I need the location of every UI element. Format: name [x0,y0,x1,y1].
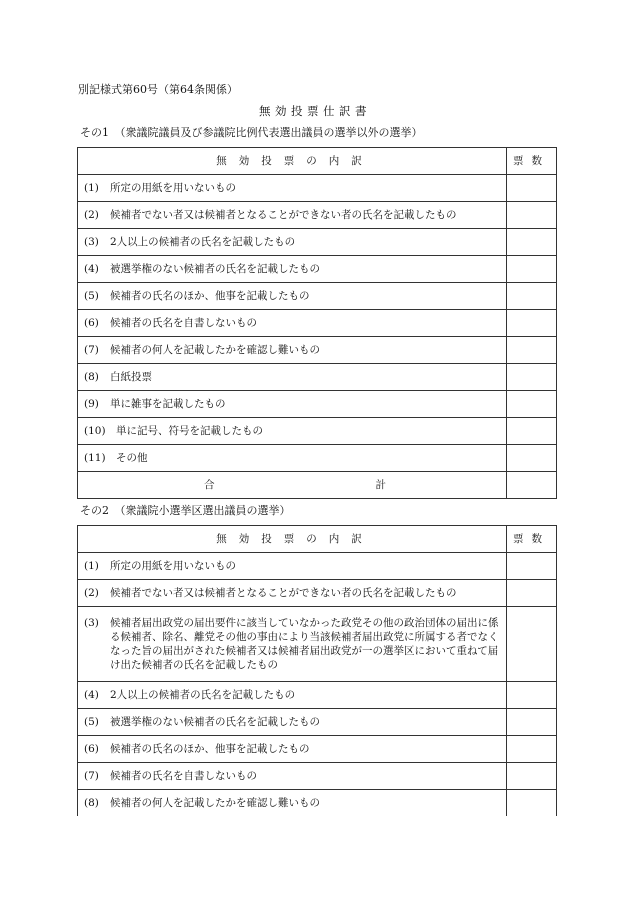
total-count-cell[interactable] [507,472,557,499]
table-row [78,229,557,256]
row-text: 候補者の何人を記載したかを確認し難いもの [110,344,320,356]
table-row [78,790,557,817]
header-count: 票数 [513,155,550,167]
row-number: (7) [84,344,99,356]
row-number: (3) [84,236,99,248]
row-number: (10) [84,425,106,437]
document-title: 無効投票仕訳書 [259,104,371,118]
row-number: (11) [84,452,106,464]
count-cell[interactable] [507,391,557,418]
table-row [78,175,557,202]
row-text: 単に雑事を記載したもの [110,398,226,410]
count-cell[interactable] [507,709,557,736]
row-number: (7) [84,770,99,782]
row-number: (2) [84,209,99,221]
count-cell[interactable] [507,790,557,817]
table-row [78,256,557,283]
count-cell[interactable] [507,607,557,682]
table-row [78,736,557,763]
count-cell[interactable] [507,202,557,229]
header-count: 票数 [513,533,550,545]
section1-title: その1 （衆議院議員及び参議院比例代表選出議員の選挙以外の選挙） [80,126,423,139]
row-number: (6) [84,743,99,755]
row-number: (5) [84,290,99,302]
row-number: (4) [84,689,99,701]
total-row [78,472,557,499]
table-row [78,682,557,709]
count-cell[interactable] [507,364,557,391]
row-number: (8) [84,797,99,809]
row-text: 候補者の何人を記載したかを確認し難いもの [110,797,320,809]
table-header-row [78,526,557,553]
row-text: 被選挙権のない候補者の氏名を記載したもの [110,263,320,275]
count-cell[interactable] [507,553,557,580]
table-row [78,445,557,472]
table-row [78,580,557,607]
total-label-right: 計 [375,479,386,491]
header-content: 無効投票の内訳 [216,155,374,167]
table-row [78,418,557,445]
row-number: (8) [84,371,99,383]
row-text: 2人以上の候補者の氏名を記載したもの [110,236,296,248]
table-row [78,607,557,682]
row-number: (5) [84,716,99,728]
row-text: 候補者でない者又は候補者となることができない者の氏名を記載したもの [110,209,457,221]
total-label-left: 合 [204,479,215,491]
section2-title: その2 （衆議院小選挙区選出議員の選挙） [80,504,291,517]
count-cell[interactable] [507,418,557,445]
table-row [78,283,557,310]
row-number: (1) [84,182,99,194]
row-text: 所定の用紙を用いないもの [110,560,236,572]
row-text: 候補者の氏名を自書しないもの [110,317,257,329]
row-text: 候補者でない者又は候補者となることができない者の氏名を記載したもの [110,587,457,599]
row-text: 候補者の氏名のほか、他事を記載したもの [110,743,310,755]
count-cell[interactable] [507,175,557,202]
header-content: 無効投票の内訳 [216,533,374,545]
row-text: 所定の用紙を用いないもの [110,182,236,194]
count-cell[interactable] [507,682,557,709]
count-cell[interactable] [507,736,557,763]
row-number: (2) [84,587,99,599]
table-row [78,553,557,580]
table-row [78,202,557,229]
row-text: 白紙投票 [110,371,152,383]
table-row [78,364,557,391]
row-text: 候補者の氏名を自書しないもの [110,770,257,782]
table-row [78,391,557,418]
table-row [78,709,557,736]
row-text: 2人以上の候補者の氏名を記載したもの [110,689,296,701]
form-reference: 別記様式第60号（第64条関係） [78,83,238,96]
count-cell[interactable] [507,580,557,607]
table-row [78,337,557,364]
row-number: (6) [84,317,99,329]
table-row [78,763,557,790]
table-header-row [78,148,557,175]
row-number: (9) [84,398,99,410]
count-cell[interactable] [507,337,557,364]
row-number: (3) [84,617,99,629]
count-cell[interactable] [507,229,557,256]
section1-table [77,147,557,499]
row-text: 単に記号、符号を記載したもの [116,425,263,437]
row-number: (4) [84,263,99,275]
count-cell[interactable] [507,310,557,337]
table-row [78,310,557,337]
row-text: その他 [116,452,148,464]
count-cell[interactable] [507,256,557,283]
row-number: (1) [84,560,99,572]
row-text: 候補者の氏名のほか、他事を記載したもの [110,290,310,302]
count-cell[interactable] [507,283,557,310]
count-cell[interactable] [507,445,557,472]
count-cell[interactable] [507,763,557,790]
section2-table [77,525,557,816]
row-text: 候補者届出政党の届出要件に該当していなかった政党その他の政治団体の届出に係る候補者、除名、離党その他の事由により当該候補者届出政党に所属する者でなくなった旨の届出がされた候補者又は候補者届出政党が一の選挙区において重ねて届け出た候補者の氏名を記載したもの [110,617,499,671]
row-text: 被選挙権のない候補者の氏名を記載したもの [110,716,320,728]
